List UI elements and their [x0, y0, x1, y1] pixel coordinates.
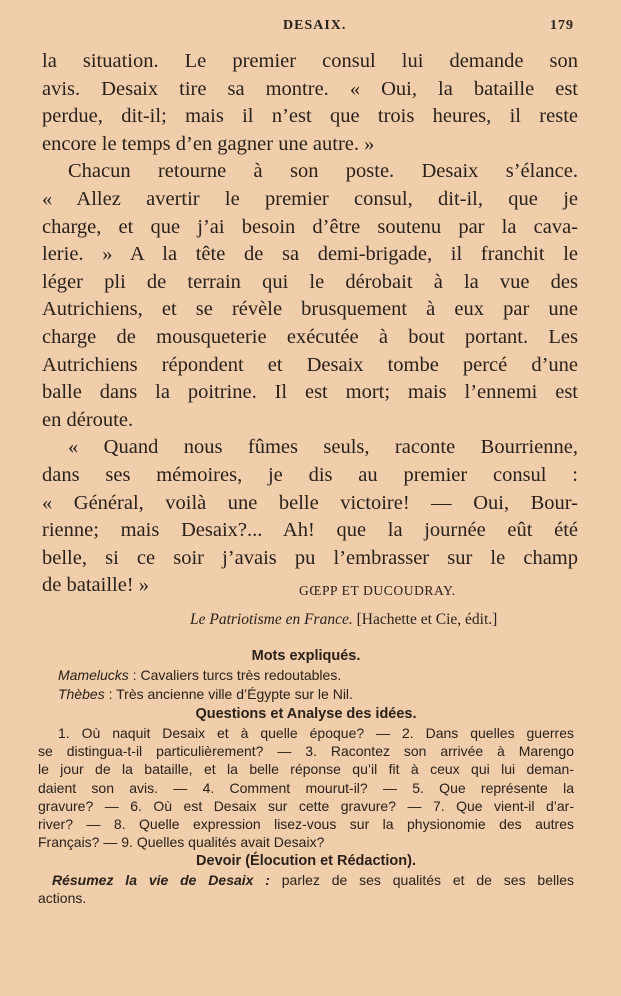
text-line: perdue, dit-il; mais il n’est que trois heures, il reste: [42, 105, 578, 128]
source-citation: [190, 611, 497, 629]
text-line: lerie. » A la tête de sa demi-brigade, il franchit le: [42, 243, 578, 266]
text-line: avis. Desaix tire sa montre. « Oui, la bataille est: [42, 77, 578, 100]
text-line: Autrichiens répondent et Desaix tombe percé d’une: [42, 353, 578, 376]
devoir-line: [38, 871, 574, 889]
source-book: Le Patriotisme en France.: [190, 611, 353, 628]
devoir-heading: Devoir (Élocution et Rédaction).: [196, 853, 416, 870]
definition-item: [38, 685, 574, 704]
definition-text: : Cavaliers turcs très redoutables.: [128, 667, 342, 683]
text-line: léger pli de terrain qui le dérobait à la vue des: [42, 270, 578, 293]
source-publisher: [Hachette et Cie, édit.]: [356, 611, 498, 628]
page-number: 179: [550, 18, 574, 33]
text-line: « Allez avertir le premier consul, dit-il, que je: [42, 187, 578, 210]
text-line: la situation. Le premier consul lui demande son: [42, 50, 578, 72]
definition-term: Mamelucks: [58, 667, 129, 683]
question-line: river? — 8. Quelle expression lisez-vous sur la physionomie des autres: [38, 815, 574, 832]
text-line: charge, et que j’ai besoin d’être soutenu par la cava-: [42, 215, 578, 238]
question-line: 1. Où naquit Desaix et à quelle époque? — 2. Dans quelles guerres: [58, 725, 574, 741]
definition-term: Thèbes: [58, 686, 105, 702]
text-line: en déroute.: [42, 408, 134, 431]
closing-line: [42, 572, 578, 600]
text-line: belle, si ce soir j’avais pu l’embrasser sur le champ: [42, 546, 578, 569]
questions-heading: Questions et Analyse des idées.: [195, 706, 417, 722]
question-line: se distingua-t-il particulièrement? — 3. Racontez son arrivée à Marengo: [38, 743, 574, 760]
source-authors: GŒPP ET DUCOUDRAY.: [299, 583, 456, 599]
text-line: Autrichiens, et se révèle brusquement à eux par une: [42, 298, 578, 321]
text-line: dans ses mémoires, je dis au premier consul :: [42, 463, 578, 486]
text-line: charge de mousqueterie exécutée à bout portant. Les: [42, 325, 578, 348]
definition-text: : Très ancienne ville d’Égypte sur le Nil.: [104, 686, 353, 702]
mots-heading: Mots expliqués.: [251, 648, 361, 664]
text-line: encore le temps d’en gagner une autre. »: [42, 132, 375, 155]
running-title: DESAIX.: [283, 18, 347, 33]
question-line: Français? — 9. Quelles qualités avait Desaix?: [38, 834, 325, 851]
exercises-section: [38, 646, 574, 907]
text-line: « Général, voilà une belle victoire! — Oui, Bour-: [42, 491, 578, 514]
text-line: balle dans la poitrine. Il est mort; mais l’ennemi est: [42, 381, 578, 404]
page-header: [0, 14, 621, 38]
text-line: Chacun retourne à son poste. Desaix s’élance.: [68, 160, 578, 183]
question-line: le jour de la bataille, et la belle réponse qu’il fit à ceux qui lui deman-: [38, 761, 574, 778]
devoir-text: parlez de ses qualités et de ses belles: [269, 872, 574, 889]
text-line: « Quand nous fûmes seuls, raconte Bourrienne,: [68, 436, 578, 459]
text-line: de bataille! »: [42, 574, 150, 597]
question-line: gravure? — 6. Où est Desaix sur cette gravure? — 7. Que vient-il d’ar-: [38, 797, 574, 814]
definition-item: [38, 666, 574, 685]
devoir-lead: Résumez la vie de Desaix :: [52, 872, 270, 889]
question-line: daient son avis. — 4. Comment mourut-il? — 5. Que représente la: [38, 779, 574, 796]
main-text: [42, 48, 578, 600]
devoir-line: actions.: [38, 890, 87, 907]
text-line: rienne; mais Desaix?... Ah! que la journée eût été: [42, 519, 578, 542]
